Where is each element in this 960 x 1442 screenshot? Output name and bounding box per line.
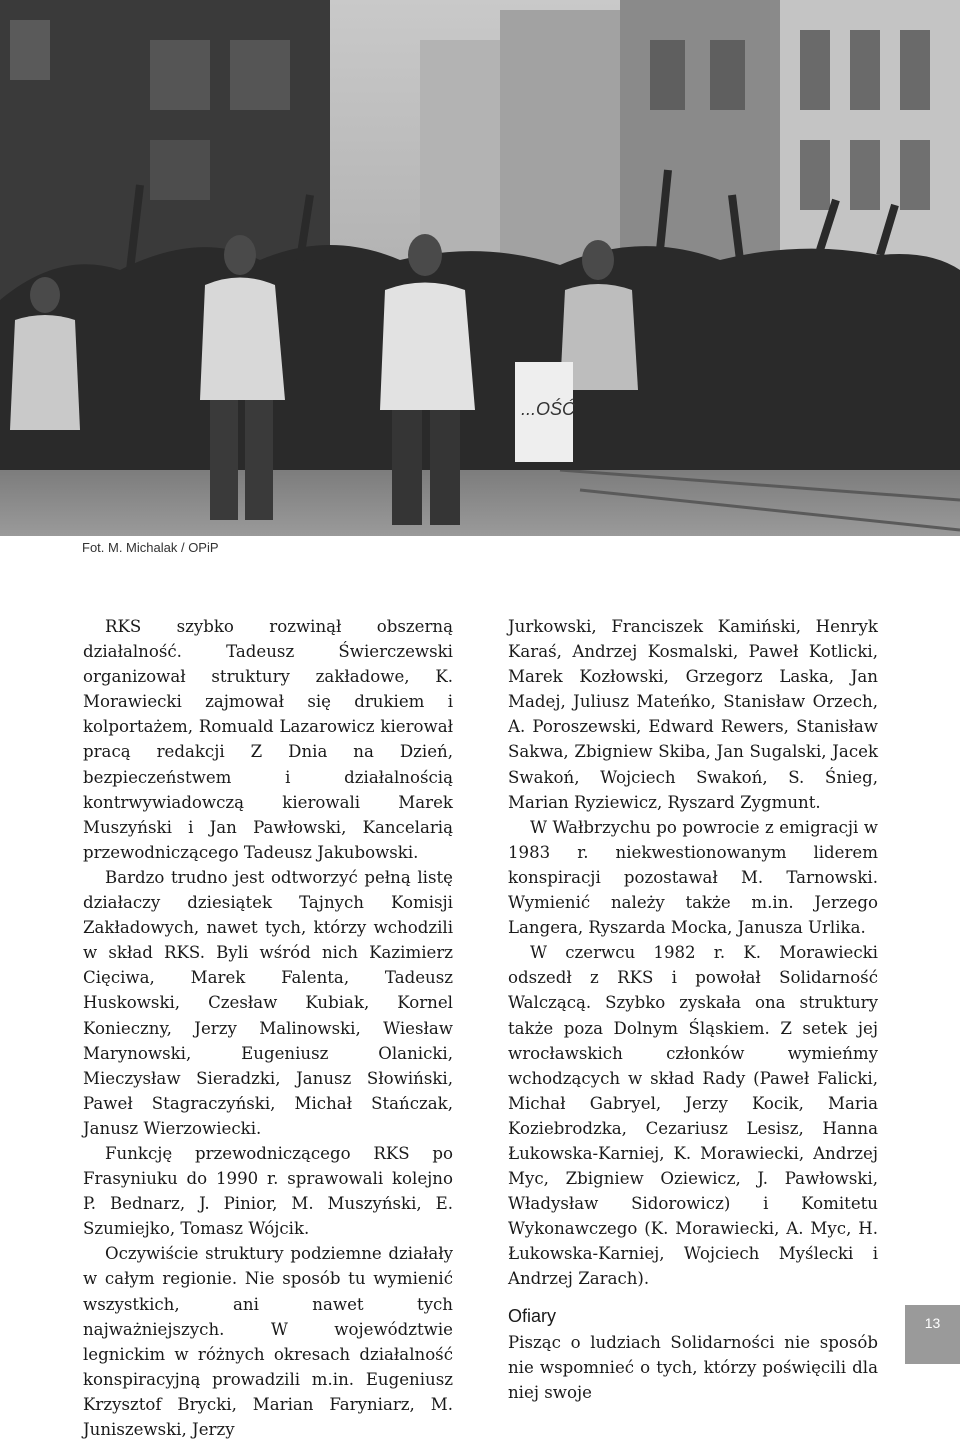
right-column — [508, 614, 878, 1405]
paragraph: Funkcję przewodniczącego RKS po Frasyniuku do 1990 r. sprawowali kolejno P. Bednarz, J. Pinior, M. Muszyński, E. Szumiejko, Tomasz Wójcik. — [83, 1143, 453, 1239]
left-column — [83, 614, 453, 1442]
section-paragraph: Pisząc o ludziach Solidarności nie sposób nie wspomnieć o tych, którzy poświęcili dla niej swoje — [508, 1332, 878, 1402]
paragraph: Bardzo trudno jest odtworzyć pełną listę działaczy dziesiątek Tajnych Komisji Zakładowych, nawet tych, którzy wchodzili w skład RKS. Byli wśród nich Kazimierz Cięciwa, Marek Falenta, Tadeusz Huskowski, Czesław Kubiak, Kornel Konieczny, Jerzy Malinowski, Wiesław Marynowski, Eugeniusz Olanicki, Mieczysław Sieradzki, Janusz Słowiński, Paweł Stagraczyński, Michał Stańczak, Janusz Wierzowiecki. — [83, 867, 453, 1138]
page-number: 13 — [905, 1305, 960, 1364]
photo-illustration — [0, 0, 960, 536]
street-crowd-photo — [0, 0, 960, 536]
photo-credit: Fot. M. Michalak / OPiP — [82, 540, 219, 555]
section-heading: Ofiary — [508, 1305, 557, 1326]
banner-text: ...OŚĆ — [521, 399, 576, 419]
paragraph: RKS szybko rozwinął obszerną działalność. Tadeusz Świerczewski organizował struktury zakładowe, K. Morawiecki zajmował się drukiem i kolportażem, Romuald Lazarowicz kierował pracą redakcji Z Dnia na Dzień, bezpieczeństwem i działalnością kontrwywiadowczą kierowali Marek Muszyński i Jan Pawłowski, Kancelarią przewodniczącego Tadeusz Jakubowski. — [83, 617, 453, 862]
paragraph-continuation: Jurkowski, Franciszek Kamiński, Henryk Karaś, Andrzej Kosmalski, Paweł Kotlicki, Marek Kozłowski, Grzegorz Laska, Jan Madej, Juliusz Mateńko, Stanisław Orzech, A. Poroszewski, Edward Rewers, Stanisław Sakwa, Zbigniew Skiba, Jan Sugalski, Jacek Swakoń, Wojciech Swakoń, S. Śnieg, Marian Ryziewicz, Ryszard Zygmunt. — [508, 617, 878, 812]
paragraph: W czerwcu 1982 r. K. Morawiecki odszedł z RKS i powołał Solidarność Walczącą. Szybko zyskała ona struktury także poza Dolnym Śląskiem. Z setek jej wrocławskich członków wymieńmy wchodzących w skład Rady (Paweł Falicki, Michał Gabryel, Jerzy Kocik, Maria Koziebrodzka, Cezariusz Lesisz, Hanna Łukowska-Karniej, K. Morawiecki, Andrzej Myc, Zbigniew Oziewicz, J. Pawłowski, Władysław Sidorowicz) i Komitetu Wykonawczego (K. Morawiecki, A. Myc, H. Łukowska-Karniej, Wojciech Myślecki i Andrzej Zarach). — [508, 943, 878, 1289]
paragraph: Oczywiście struktury podziemne działały w całym regionie. Nie sposób tu wymienić wszystkich, ani nawet tych najważniejszych. W województwie legnickim w różnych okresach działalność konspiracyjną prowadzili m.in. Eugeniusz Krzysztof Brycki, Marian Faryniarz, M. Juniszewski, Jerzy — [83, 1244, 453, 1439]
paragraph: W Wałbrzychu po powrocie z emigracji w 1983 r. niekwestionowanym liderem konspiracji pozostawał M. Tarnowski. Wymienić należy także m.in. Jerzego Langera, Ryszarda Mocka, Janusza Urlika. — [508, 817, 878, 938]
